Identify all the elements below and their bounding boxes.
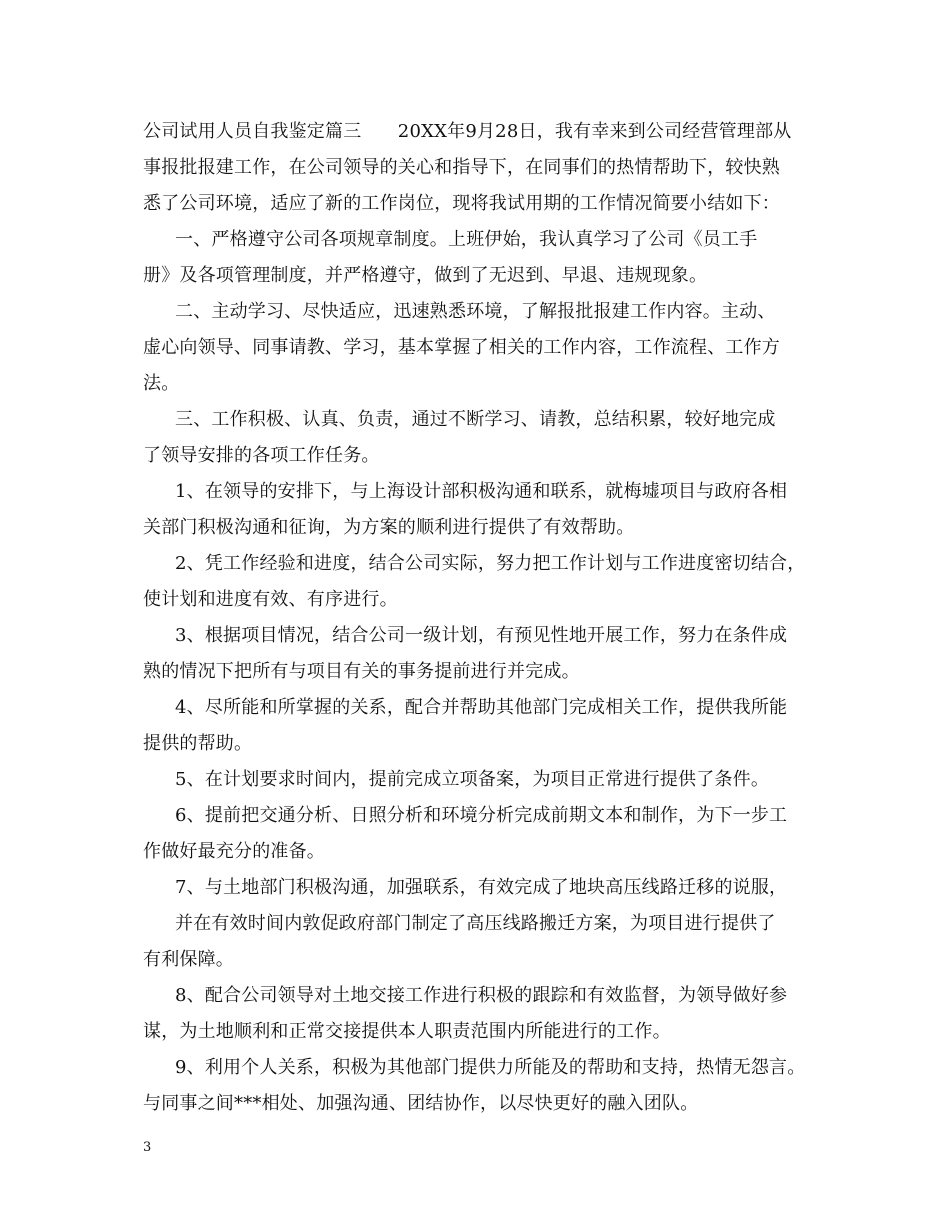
text-line: 6、提前把交通分析、日照分析和环境分析完成前期文本和制作，为下一步工: [175, 805, 788, 826]
text-line: 8、配合公司领导对土地交接工作进行积极的跟踪和有效监督，为领导做好参: [175, 985, 788, 1006]
text-line: 关部门积极沟通和征询，为方案的顺利进行提供了有效帮助。: [143, 517, 635, 538]
text-line: 册》及各项管理制度，并严格遵守，做到了无迟到、早退、违规现象。: [143, 265, 708, 286]
text-line: 事报批报建工作，在公司领导的关心和指导下，在同事们的热情帮助下，较快熟: [143, 157, 780, 178]
text-line: 作做好最充分的准备。: [143, 841, 325, 862]
text-line: 了领导安排的各项工作任务。: [143, 445, 380, 466]
text-line: 一、严格遵守公司各项规章制度。上班伊始，我认真学习了公司《员工手: [175, 229, 758, 250]
text-line: 法。: [143, 373, 180, 394]
page-number: 3: [143, 1140, 152, 1155]
text-line: 公司试用人员自我鉴定篇三 20XX年9月28日，我有幸来到公司经营管理部从: [143, 121, 792, 142]
text-line: 虚心向领导、同事请教、学习，基本掌握了相关的工作内容，工作流程、工作方: [143, 337, 780, 358]
text-line: 二、主动学习、尽快适应，迅速熟悉环境，了解报批报建工作内容。主动、: [175, 301, 776, 322]
text-line: 7、与土地部门积极沟通，加强联系，有效完成了地块高压线路迁移的说服，: [175, 877, 788, 898]
text-line: 3、根据项目情况，结合公司一级计划，有预见性地开展工作，努力在条件成: [175, 625, 788, 646]
text-line: 三、工作积极、认真、负责，通过不断学习、请教，总结积累，较好地完成: [175, 409, 776, 430]
text-line: 并在有效时间内敦促政府部门制定了高压线路搬迁方案，为项目进行提供了: [175, 913, 776, 934]
text-line: 熟的情况下把所有与项目有关的事务提前进行并完成。: [143, 661, 580, 682]
text-line: 悉了公司环境，适应了新的工作岗位，现将我试用期的工作情况简要小结如下：: [143, 193, 780, 214]
text-line: 5、在计划要求时间内，提前完成立项备案，为项目正常进行提供了条件。: [175, 769, 770, 790]
text-line: 4、尽所能和所掌握的关系，配合并帮助其他部门完成相关工作，提供我所能: [175, 697, 788, 718]
text-line: 9、利用个人关系，积极为其他部门提供力所能及的帮助和支持，热情无怨言。: [175, 1057, 806, 1078]
text-line: 2、凭工作经验和进度，结合公司实际，努力把工作计划与工作进度密切结合，: [175, 553, 806, 574]
text-line: 有利保障。: [143, 949, 234, 970]
text-line: 与同事之间***相处、加强沟通、团结协作，以尽快更好的融入团队。: [143, 1093, 699, 1114]
text-line: 谋，为土地顺利和正常交接提供本人职责范围内所能进行的工作。: [143, 1021, 671, 1042]
text-line: 1、在领导的安排下，与上海设计部积极沟通和联系，就梅墟项目与政府各相: [175, 481, 788, 502]
text-line: 提供的帮助。: [143, 733, 253, 754]
text-line: 使计划和进度有效、有序进行。: [143, 589, 398, 610]
